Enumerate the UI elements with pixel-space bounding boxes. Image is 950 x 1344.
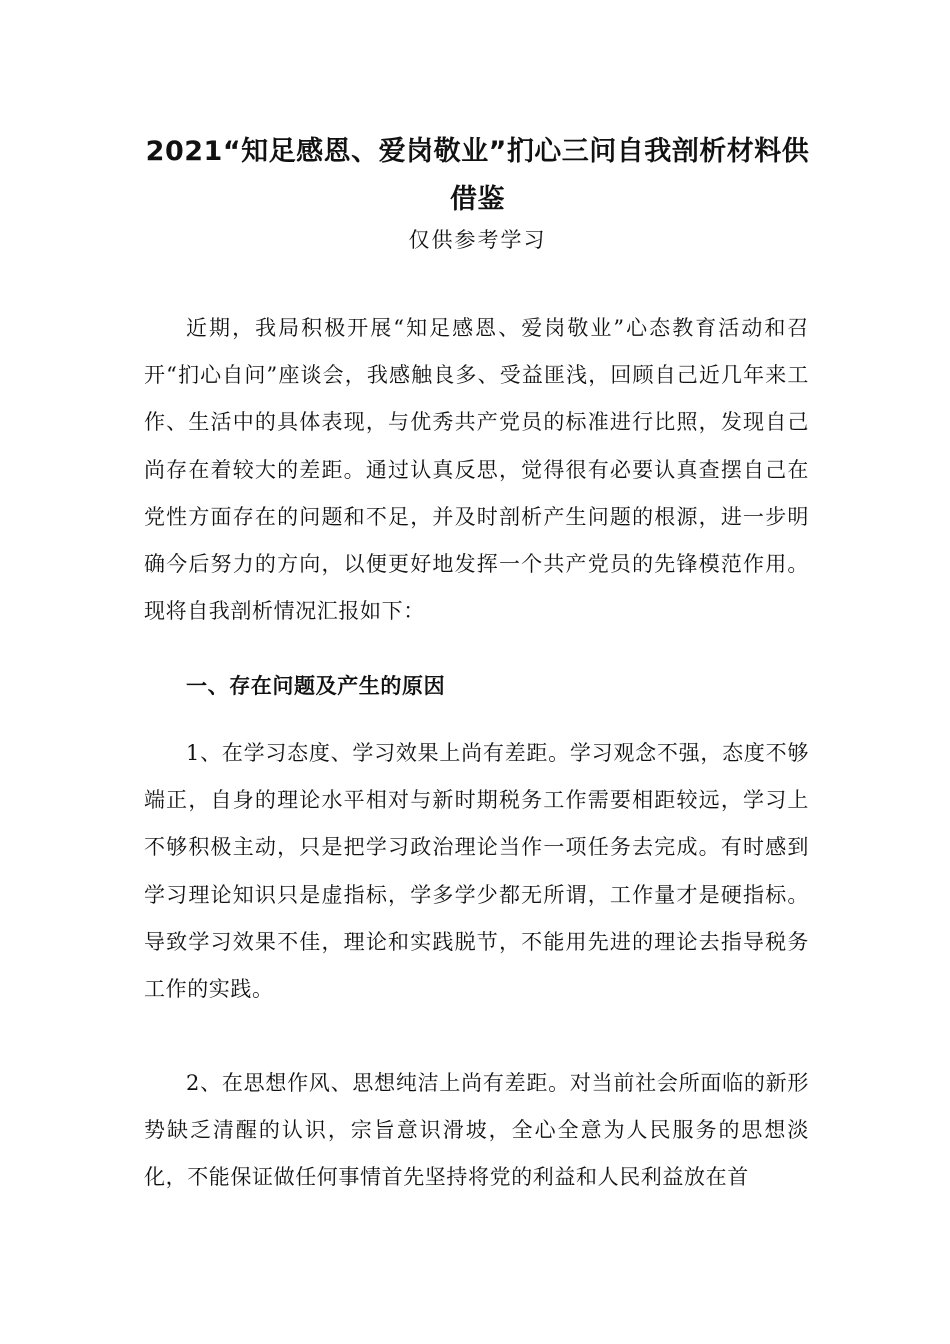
section-heading: 一、存在问题及产生的原因 <box>186 674 446 698</box>
problem-item-2: 2、在思想作风、思想纯洁上尚有差距。对当前社会所面临的新形势缺乏清醒的认识，宗旨意识滑坡，全心全意为人民服务的思想淡化，不能保证做任何事情首先坚持将党的利益和人民利益放在首 <box>144 1071 809 1190</box>
document-subtitle: 仅供参考学习 <box>408 228 547 252</box>
problem-item-1: 1、在学习态度、学习效果上尚有差距。学习观念不强，态度不够端正，自身的理论水平相对与新时期税务工作需要相距较远，学习上不够积极主动，只是把学习政治理论当作一项任务去完成。有时感到学习理论知识只是虚指标，学多学少都无所谓，工作量才是硬指标。导致学习效果不佳，理论和实践脱节，不能用先进的理论去指导税务工作的实践。 <box>144 741 809 1002</box>
document-title: 2021“知足感恩、爱岗敬业”扪心三问自我剖析材料供借鉴 <box>145 136 810 215</box>
intro-paragraph: 近期，我局积极开展“知足感恩、爱岗敬业”心态教育活动和召开“扪心自问”座谈会，我感触良多、受益匪浅，回顾自己近几年来工作、生活中的具体表现，与优秀共产党员的标准进行比照，发现自己尚存在着较大的差距。通过认真反思，觉得很有必要认真查摆自己在党性方面存在的问题和不足，并及时剖析产生问题的根源，进一步明确今后努力的方向，以便更好地发挥一个共产党员的先锋模范作用。现将自我剖析情况汇报如下： <box>144 316 809 624</box>
